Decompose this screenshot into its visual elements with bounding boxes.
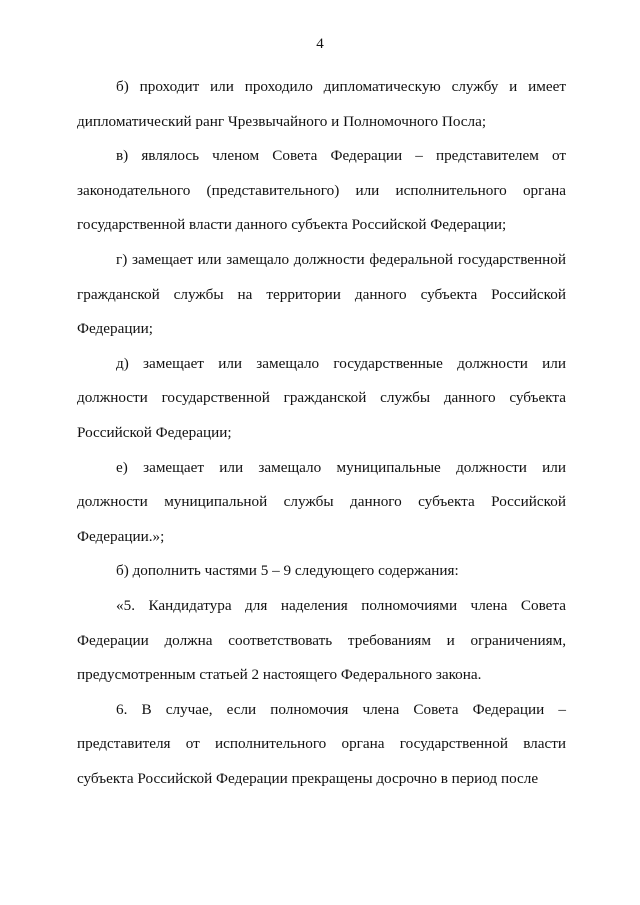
paragraph-part-6-early-termination: 6. В случае, если полномочия члена Совета Федерации – представителя от исполнительного органа государственной власти субъекта Российской Федерации прекращены досрочно в период после <box>77 700 566 787</box>
page-number: 4 <box>316 36 324 52</box>
paragraph-g-federal-civil-service: г) замещает или замещало должности федеральной государственной гражданской службы на территории данного субъекта Российской Федерации; <box>77 250 566 338</box>
document-body <box>77 70 566 796</box>
paragraph-e-municipal-service: е) замещает или замещало муниципальные должности или должности муниципальной службы данного субъекта Российской Федерации.»; <box>77 458 566 545</box>
paragraph-supplement-parts: б) дополнить частями 5 – 9 следующего содержания: <box>116 562 459 580</box>
paragraph-part-5-candidacy: «5. Кандидатура для наделения полномочиями члена Совета Федерации должна соответствовать требованиям и ограничениям, предусмотренным статьей 2 настоящего Федерального закона. <box>77 596 566 684</box>
paragraph-d-regional-civil-service: д) замещает или замещало государственные должности или должности государственной гражданской службы данного субъекта Российской Федерации; <box>77 354 566 441</box>
paragraph-v-federation-council-member: в) являлось членом Совета Федерации – представителем от законодательного (представительного) или исполнительного органа государственной власти данного субъекта Российской Федерации; <box>77 147 566 234</box>
paragraph-b-diplomatic-service: б) проходит или проходило дипломатическую службу и имеет дипломатический ранг Чрезвычайного и Полномочного Посла; <box>77 78 566 130</box>
